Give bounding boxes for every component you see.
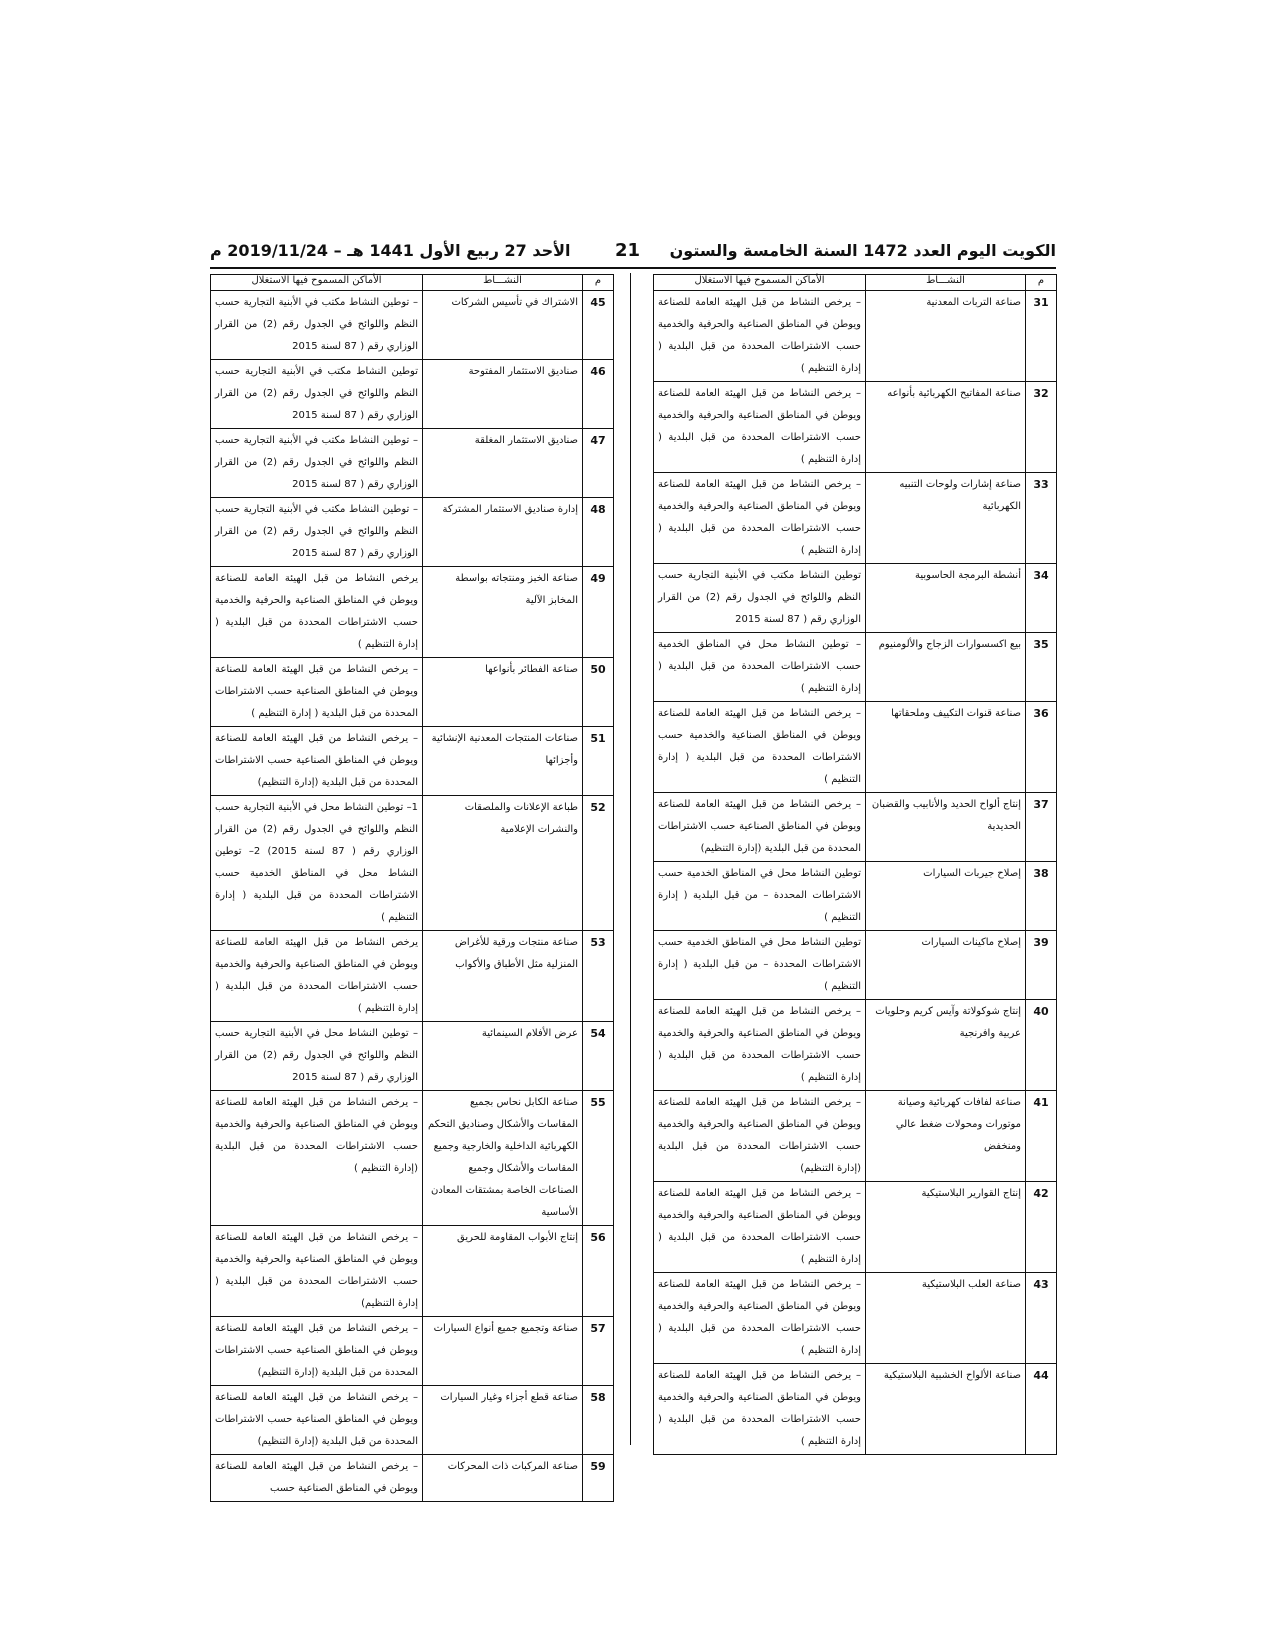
column-header-activity: النشـــاط (423, 275, 583, 291)
row-number: 53 (583, 931, 614, 1022)
activity-cell: إنتاج شوكولاتة وآيس كريم وحلويات عربية وافرنجية (866, 1000, 1026, 1091)
page-header (210, 238, 1056, 264)
places-cell: – يرخص النشاط من قبل الهيئة العامة للصناعة ويوطن في المناطق الصناعية حسب (211, 1455, 423, 1502)
places-cell: يرخص النشاط من قبل الهيئة العامة للصناعة ويوطن في المناطق الصناعية والحرفية والخدمية حسب الاشتراطات المحددة من قبل البلدية ( إدارة التنظيم ) (211, 931, 423, 1022)
activity-cell: أنشطة البرمجة الحاسوبية (866, 564, 1026, 633)
places-cell: – توطين النشاط مكتب في الأبنية التجارية حسب النظم واللوائح في الجدول رقم (2) من القرار الوزاري رقم ( 87 لسنة 2015 (211, 429, 423, 498)
row-number: 35 (1026, 633, 1057, 702)
activities-table-left (210, 274, 614, 1502)
activity-cell: صناعة العلب البلاستيكية (866, 1273, 1026, 1364)
places-cell: – يرخص النشاط من قبل الهيئة العامة للصناعة ويوطن في المناطق الصناعية حسب الاشتراطات المحددة من قبل البلدية ( إدارة التنظيم ) (211, 658, 423, 727)
places-cell: يرخص النشاط من قبل الهيئة العامة للصناعة ويوطن في المناطق الصناعية والحرفية والخدمية حسب الاشتراطات المحددة من قبل البلدية ( إدارة التنظيم ) (211, 567, 423, 658)
column-header-places: الأماكن المسموح فيها الاستغلال (654, 275, 866, 291)
places-cell: – يرخص النشاط من قبل الهيئة العامة للصناعة ويوطن في المناطق الصناعية والحرفية والخدمية حسب الاشتراطات المحددة من قبل البلدية ( إدارة التنظيم ) (654, 1000, 866, 1091)
row-number: 38 (1026, 862, 1057, 931)
table-row (211, 1091, 614, 1226)
table-row (654, 1273, 1057, 1364)
table-row (654, 1091, 1057, 1182)
places-cell: – يرخص النشاط من قبل الهيئة العامة للصناعة ويوطن في المناطق الصناعية حسب الاشتراطات المحددة من قبل البلدية (إدارة التنظيم) (211, 1386, 423, 1455)
table-row (654, 1182, 1057, 1273)
activity-cell: صناديق الاستثمار المغلقة (423, 429, 583, 498)
column-header-num: م (583, 275, 614, 291)
row-number: 59 (583, 1455, 614, 1502)
table-row (211, 1386, 614, 1455)
row-number: 39 (1026, 931, 1057, 1000)
row-number: 58 (583, 1386, 614, 1455)
row-number: 48 (583, 498, 614, 567)
table-row (654, 862, 1057, 931)
places-cell: – توطين النشاط محل في الأبنية التجارية حسب النظم واللوائح في الجدول رقم (2) من القرار الوزاري رقم ( 87 لسنة 2015 (211, 1022, 423, 1091)
table-header-row (211, 275, 614, 291)
activity-cell: إدارة صناديق الاستثمار المشتركة (423, 498, 583, 567)
activity-cell: بيع اكسسوارات الزجاج والألومنيوم (866, 633, 1026, 702)
activity-cell: صناديق الاستثمار المفتوحة (423, 360, 583, 429)
activity-cell: صناعة الكابل نحاس بجميع المقاسات والأشكال وصناديق التحكم الكهربائية الداخلية والخارجية وجميع المقاسات والأشكال وجميع الصناعات الخاصة بمشتقات المعادن الأساسية (423, 1091, 583, 1226)
places-cell: – يرخص النشاط من قبل الهيئة العامة للصناعة ويوطن في المناطق الصناعية والحرفية والخدمية حسب الاشتراطات المحددة من قبل البلدية ( إدارة التنظيم) (211, 1226, 423, 1317)
places-cell: – يرخص النشاط من قبل الهيئة العامة للصناعة ويوطن في المناطق الصناعية والحرفية والخدمية حسب الاشتراطات المحددة من قبل البلدية (إدارة التنظيم ) (211, 1091, 423, 1226)
activity-cell: صناعة المركبات ذات المحركات (423, 1455, 583, 1502)
row-number: 44 (1026, 1364, 1057, 1455)
places-cell: توطين النشاط مكتب في الأبنية التجارية حسب النظم واللوائح في الجدول رقم (2) من القرار الوزاري رقم ( 87 لسنة 2015 (211, 360, 423, 429)
table-row (654, 633, 1057, 702)
activity-cell: طباعة الإعلانات والملصقات والنشرات الإعلامية (423, 796, 583, 931)
activity-cell: الاشتراك في تأسيس الشركات (423, 291, 583, 360)
places-cell: – توطين النشاط محل في المناطق الخدمية حسب الاشتراطات المحددة من قبل البلدية ( إدارة التنظيم ) (654, 633, 866, 702)
places-cell: – يرخص النشاط من قبل الهيئة العامة للصناعة ويوطن في المناطق الصناعية والحرفية والخدمية حسب الاشتراطات المحددة من قبل البلدية ( إدارة التنظيم ) (654, 1273, 866, 1364)
column-header-num: م (1026, 275, 1057, 291)
activity-cell: صناعة التربات المعدنية (866, 291, 1026, 382)
places-cell: – يرخص النشاط من قبل الهيئة العامة للصناعة ويوطن في المناطق الصناعية والحرفية والخدمية حسب الاشتراطات المحددة من قبل البلدية (إدارة التنظيم) (654, 1091, 866, 1182)
row-number: 52 (583, 796, 614, 931)
table-row (211, 931, 614, 1022)
table-row (211, 796, 614, 931)
table-row (654, 1000, 1057, 1091)
places-cell: – يرخص النشاط من قبل الهيئة العامة للصناعة ويوطن في المناطق الصناعية حسب الاشتراطات المحددة من قبل البلدية (إدارة التنظيم) (654, 793, 866, 862)
publication-title: الكويت اليوم العدد 1472 السنة الخامسة والستون (669, 241, 1056, 260)
row-number: 42 (1026, 1182, 1057, 1273)
header-rule (210, 267, 1056, 269)
activity-cell: صناعة وتجميع جميع أنواع السيارات (423, 1317, 583, 1386)
activity-cell: إنتاج الأبواب المقاومة للحريق (423, 1226, 583, 1317)
row-number: 55 (583, 1091, 614, 1226)
issue-date: الأحد 27 ربيع الأول 1441 هـ – 2019/11/24 م (210, 241, 571, 260)
table-row (654, 382, 1057, 473)
row-number: 31 (1026, 291, 1057, 382)
places-cell: – يرخص النشاط من قبل الهيئة العامة للصناعة ويوطن في المناطق الصناعية حسب الاشتراطات المحددة من قبل البلدية (إدارة التنظيم) (211, 1317, 423, 1386)
activities-table-right (653, 274, 1057, 1455)
places-cell: – يرخص النشاط من قبل الهيئة العامة للصناعة ويوطن في المناطق الصناعية والحرفية والخدمية حسب الاشتراطات المحددة من قبل البلدية ( إدارة التنظيم ) (654, 382, 866, 473)
row-number: 49 (583, 567, 614, 658)
row-number: 56 (583, 1226, 614, 1317)
row-number: 47 (583, 429, 614, 498)
places-cell: – يرخص النشاط من قبل الهيئة العامة للصناعة ويوطن في المناطق الصناعية والحرفية والخدمية حسب الاشتراطات المحددة من قبل البلدية ( إدارة التنظيم ) (654, 1364, 866, 1455)
table-row (654, 291, 1057, 382)
activity-cell: صناعة لفافات كهربائية وصيانة موتورات ومحولات ضغط عالي ومنخفض (866, 1091, 1026, 1182)
places-cell: 1– توطين النشاط محل في الأبنية التجارية حسب النظم واللوائح في الجدول رقم (2) من القرار الوزاري رقم ( 87 لسنة 2015) 2– توطين النشاط محل في المناطق الخدمية حسب الاشتراطات المحددة من قبل البلدية ( إدارة التنظيم ) (211, 796, 423, 931)
activity-cell: إنتاج القوارير البلاستيكية (866, 1182, 1026, 1273)
row-number: 45 (583, 291, 614, 360)
table-row (211, 567, 614, 658)
column-header-places: الأماكن المسموح فيها الاستغلال (211, 275, 423, 291)
activity-cell: صناعة الفطائر بأنواعها (423, 658, 583, 727)
row-number: 46 (583, 360, 614, 429)
row-number: 43 (1026, 1273, 1057, 1364)
row-number: 37 (1026, 793, 1057, 862)
places-cell: – يرخص النشاط من قبل الهيئة العامة للصناعة ويوطن في المناطق الصناعية والحرفية والخدمية حسب الاشتراطات المحددة من قبل البلدية ( إدارة التنظيم ) (654, 1182, 866, 1273)
row-number: 41 (1026, 1091, 1057, 1182)
column-header-activity: النشـــاط (866, 275, 1026, 291)
table-row (211, 1455, 614, 1502)
table-row (211, 291, 614, 360)
activity-cell: صناعة منتجات ورقية للأغراض المنزلية مثل الأطباق والأكواب (423, 931, 583, 1022)
table-header-row (654, 275, 1057, 291)
table-row (211, 1022, 614, 1091)
row-number: 40 (1026, 1000, 1057, 1091)
row-number: 54 (583, 1022, 614, 1091)
table-row (654, 793, 1057, 862)
places-cell: توطين النشاط محل في المناطق الخدمية حسب الاشتراطات المحددة – من قبل البلدية ( إدارة التنظيم ) (654, 931, 866, 1000)
places-cell: – توطين النشاط مكتب في الأبنية التجارية حسب النظم واللوائح في الجدول رقم (2) من القرار الوزاري رقم ( 87 لسنة 2015 (211, 498, 423, 567)
table-row (654, 473, 1057, 564)
table-row (654, 702, 1057, 793)
activity-cell: عرض الأفلام السينمائية (423, 1022, 583, 1091)
activity-cell: إنتاج ألواح الحديد والأنابيب والقضبان الحديدية (866, 793, 1026, 862)
table-row (211, 360, 614, 429)
activity-cell: صناعة المفاتيح الكهربائية بأنواعه (866, 382, 1026, 473)
places-cell: – يرخص النشاط من قبل الهيئة العامة للصناعة ويوطن في المناطق الصناعية والحرفية والخدمية حسب الاشتراطات المحددة من قبل البلدية ( إدارة التنظيم ) (654, 473, 866, 564)
row-number: 36 (1026, 702, 1057, 793)
column-separator (630, 273, 631, 1445)
places-cell: – يرخص النشاط من قبل الهيئة العامة للصناعة ويوطن في المناطق الصناعية والحرفية والخدمية حسب الاشتراطات المحددة من قبل البلدية ( إدارة التنظيم ) (654, 291, 866, 382)
table-row (211, 429, 614, 498)
activity-cell: صناعة إشارات ولوحات التنبيه الكهربائية (866, 473, 1026, 564)
places-cell: – يرخص النشاط من قبل الهيئة العامة للصناعة ويوطن في المناطق الصناعية والخدمية حسب الاشتراطات المحددة من قبل البلدية ( إدارة التنظيم ) (654, 702, 866, 793)
activity-cell: صناعة الألواح الخشبية البلاستيكية (866, 1364, 1026, 1455)
places-cell: – يرخص النشاط من قبل الهيئة العامة للصناعة ويوطن في المناطق الصناعية حسب الاشتراطات المحددة من قبل البلدية (إدارة التنظيم) (211, 727, 423, 796)
row-number: 34 (1026, 564, 1057, 633)
row-number: 57 (583, 1317, 614, 1386)
table-row (211, 1317, 614, 1386)
table-row (211, 727, 614, 796)
table-row (211, 498, 614, 567)
row-number: 32 (1026, 382, 1057, 473)
table-row (211, 658, 614, 727)
activity-cell: إصلاح جيربات السيارات (866, 862, 1026, 931)
places-cell: توطين النشاط محل في المناطق الخدمية حسب الاشتراطات المحددة – من قبل البلدية ( إدارة التنظيم ) (654, 862, 866, 931)
row-number: 50 (583, 658, 614, 727)
activity-cell: صناعات المنتجات المعدنية الإنشائية وأجزائها (423, 727, 583, 796)
row-number: 51 (583, 727, 614, 796)
page-number: 21 (615, 240, 641, 261)
activity-cell: صناعة الخبز ومنتجاته بواسطة المخابز الآلية (423, 567, 583, 658)
places-cell: توطين النشاط مكتب في الأبنية التجارية حسب النظم واللوائح في الجدول رقم (2) من القرار الوزاري رقم ( 87 لسنة 2015 (654, 564, 866, 633)
activity-cell: صناعة قنوات التكييف وملحقاتها (866, 702, 1026, 793)
activity-cell: صناعة قطع أجزاء وغيار السيارات (423, 1386, 583, 1455)
row-number: 33 (1026, 473, 1057, 564)
places-cell: – توطين النشاط مكتب في الأبنية التجارية حسب النظم واللوائح في الجدول رقم (2) من القرار الوزاري رقم ( 87 لسنة 2015 (211, 291, 423, 360)
activity-cell: إصلاح ماكينات السيارات (866, 931, 1026, 1000)
table-row (654, 1364, 1057, 1455)
table-row (654, 931, 1057, 1000)
table-row (654, 564, 1057, 633)
table-row (211, 1226, 614, 1317)
